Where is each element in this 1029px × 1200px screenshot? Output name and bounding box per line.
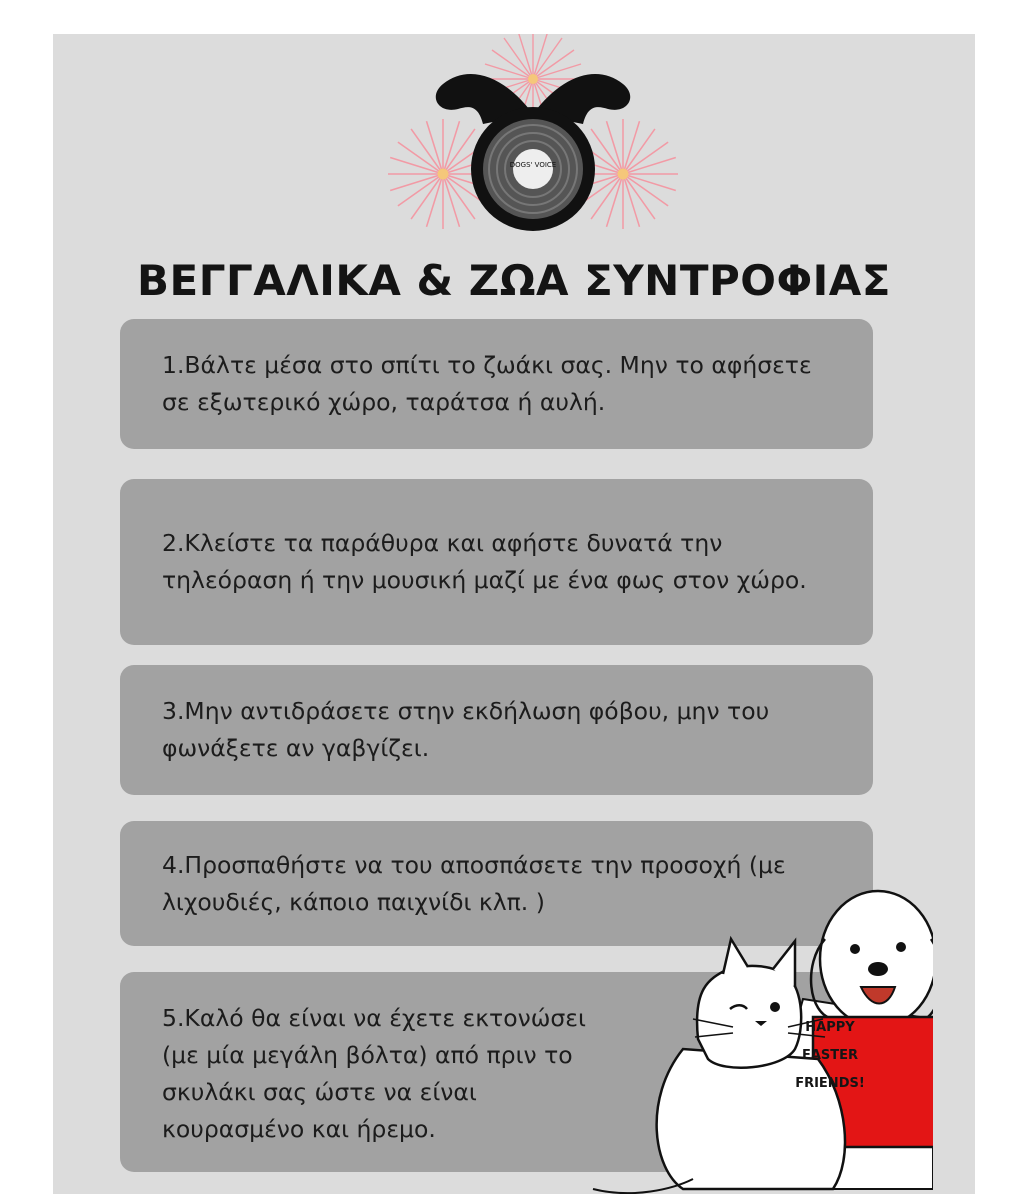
tip-text-1: 1.Βάλτε μέσα στο σπίτι το ζωάκι σας. Μην το αφήσετε σε εξωτερικό χώρο, ταράτσα ή αυλή. <box>162 351 812 416</box>
poster <box>53 34 975 1194</box>
tip-card-1 <box>120 319 873 449</box>
tip-text-3: 3.Μην αντιδράσετε στην εκδήλωση φόβου, μην του φωνάξετε αν γαβγίζει. <box>162 697 770 762</box>
firework-logo-icon <box>383 34 683 269</box>
logo <box>383 34 683 269</box>
tip-text-4: 4.Προσπαθήστε να του αποσπάσετε την προσοχή (με λιχουδιές, κάποιο παιχνίδι κλπ. ) <box>162 850 786 916</box>
poster-title: ΒΕΓΓΑΛΙΚΑ & ΖΩΑ ΣΥΝΤΡΟΦΙΑΣ <box>137 256 891 305</box>
tip-card-3 <box>120 665 873 795</box>
tip-card-2 <box>120 479 873 645</box>
logo-text: DOGS' VOICE <box>509 161 557 169</box>
tip-text-5: 5.Καλό θα είναι να έχετε εκτονώσει (με μία μεγάλη βόλτα) από πριν το σκυλάκι σας ώστε να είναι κουρασμένο και ήρεμο. <box>162 1004 586 1143</box>
tip-text-2: 2.Κλείστε τα παράθυρα και αφήστε δυνατά την τηλεόραση ή την μουσική μαζί με ένα φως στον χώρο. <box>162 529 807 594</box>
badge-text: HAPPY EASTER FRIENDS! <box>795 1020 865 1091</box>
